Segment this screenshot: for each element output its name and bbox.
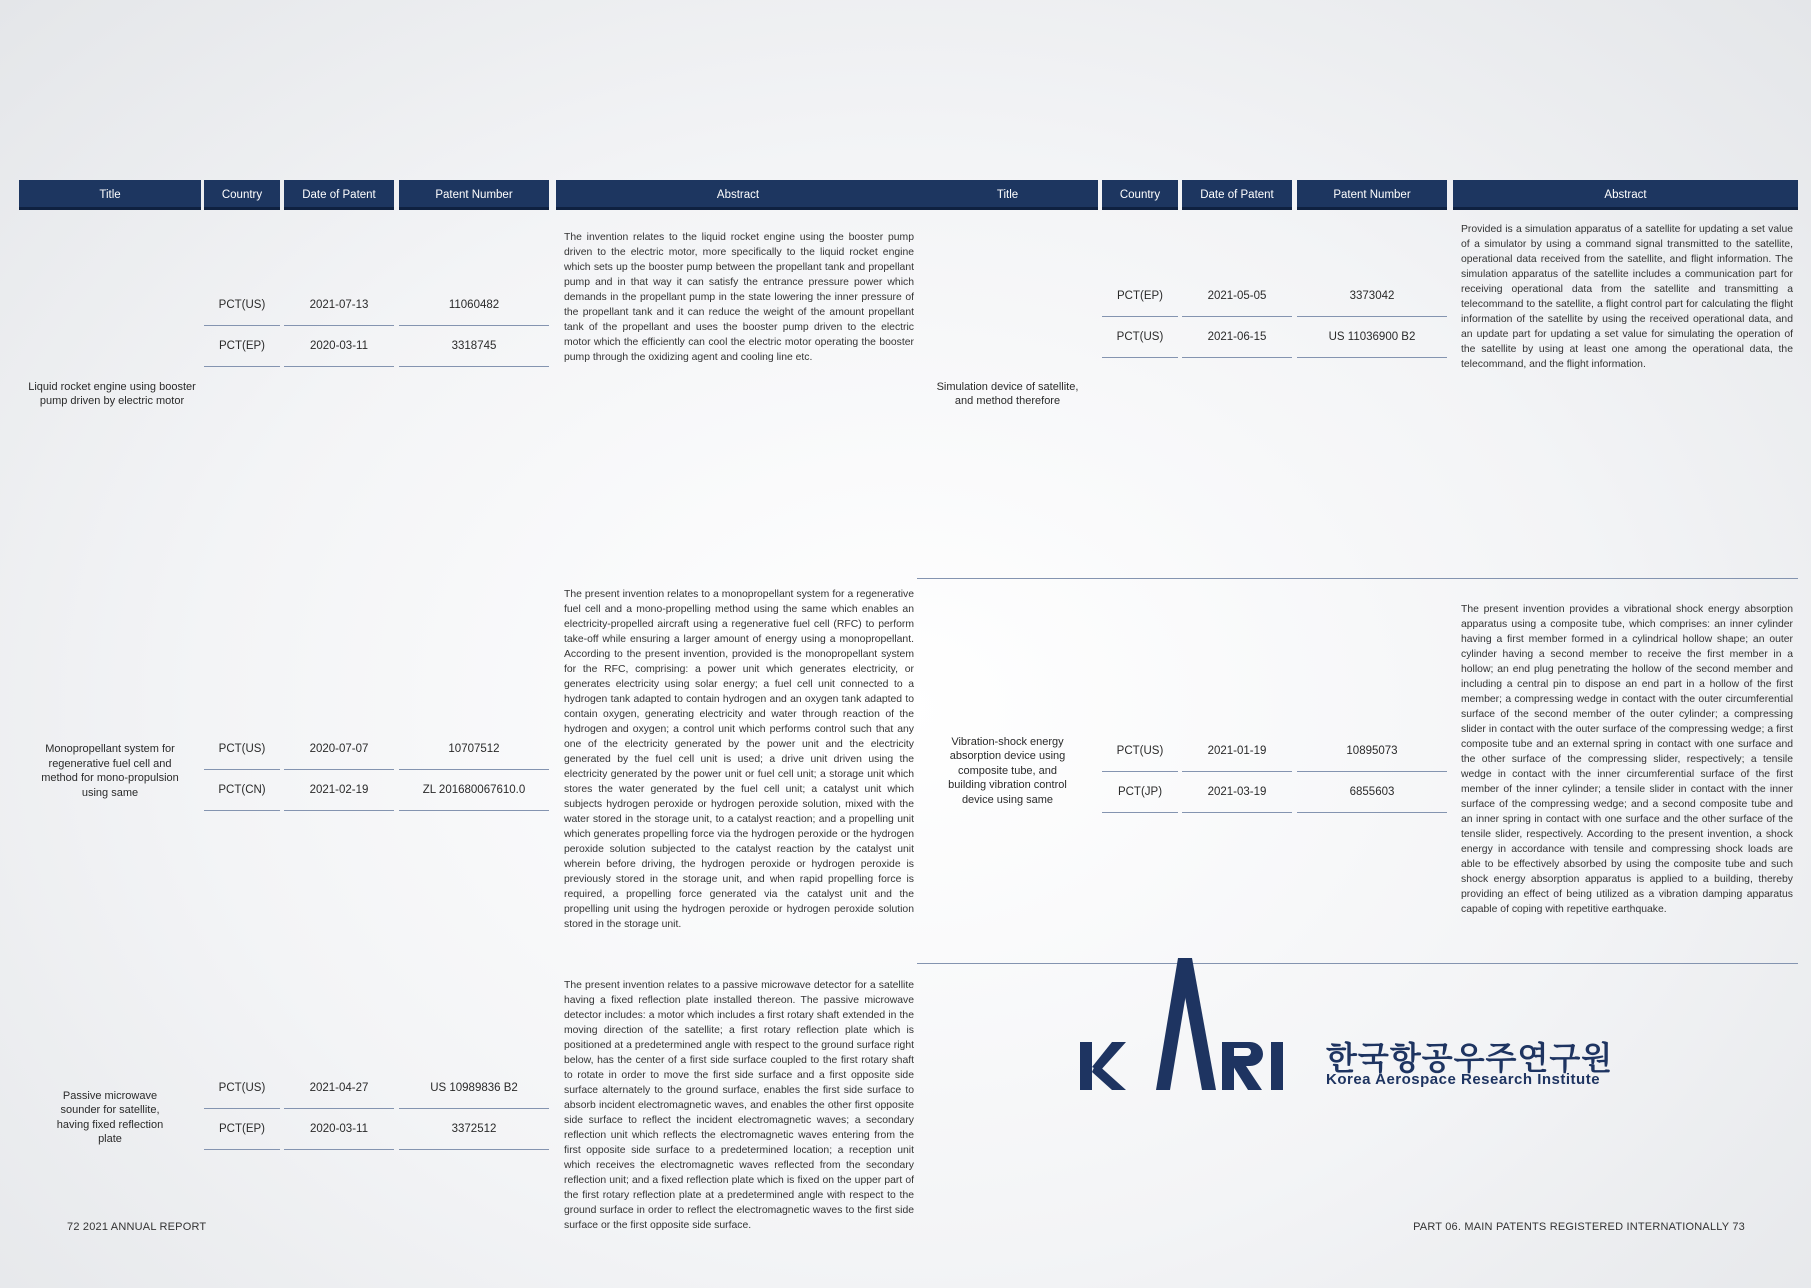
english-name: Korea Aerospace Research Institute	[1326, 1071, 1601, 1088]
country-cell: PCT(CN)	[204, 770, 280, 811]
patent-abstract: Provided is a simulation apparatus of a satellite for updating a set value of a simulator by using a command signal transmitted to the satellite, operational data received from the satellite, and flight information. The simulation apparatus of the satellite includes a communication part for receiving operational data from the satellite and transmitting a telecommand to the satellite, a flight control part for calculating the flight information of the satellite by using the received operational data, and an update part for updating a set value for simulating the operation of the satellite by using at least one among the operational data, the telecommand, and the flight information.	[1461, 224, 1793, 370]
patent-title: Simulation device of satellite, and method therefore	[936, 380, 1079, 407]
date-cell: 2020-03-11	[284, 1109, 394, 1150]
number-cell: 11060482	[399, 285, 549, 326]
number-cell: 6855603	[1297, 772, 1447, 813]
right-patent-table	[917, 180, 1798, 964]
number-cell: US 10989836 B2	[399, 1068, 549, 1109]
number-cell: 3372512	[399, 1109, 549, 1150]
country-cell: PCT(US)	[204, 1068, 280, 1109]
right-table-header	[917, 180, 1798, 210]
patent-abstract: The present invention provides a vibrational shock energy absorption apparatus using a composite tube, which comprises: an inner cylinder having a first member formed in a cylindrical hollow shape; an outer cylinder having a second member to receive the first member in a hollow; an end plug penetrating the hollow of the second member and including a central pin to dispose an end part in a hollow of the first member; a compressing wedge in contact with the outer circumferential surface of the second member of the outer cylinder; a compressing slider in contact with the outer surface of the compressing wedge; a first composite tube and an external spring in contact with one surface and the other surface of the compressing slider, respectively; a tensile wedge in contact with the inner circumferential surface of the first member of the inner cylinder; a tensile slider in contact with the inner surface of the compressing wedge; and a second composite tube and an inner spring in contact with one surface and the other surface of the tensile slider, respectively. According to the present invention, a shock energy in accordance with tensile and compressing shock loads are able to be effectively absorbed by using the composite tube and such shock energy absorption apparatus is applied to a building, thereby providing an effect of being utilized as a vibration damping apparatus capable of coping with repetitive earthquake.	[1461, 604, 1793, 915]
number-cell: US 11036900 B2	[1297, 317, 1447, 358]
table-row	[917, 210, 1798, 579]
header-country: Country	[204, 180, 280, 210]
date-cell: 2021-03-19	[1182, 772, 1292, 813]
date-cell: 2020-03-11	[284, 326, 394, 367]
patent-title: Monopropellant system for regenerative fuel cell and method for mono-propulsion using same	[41, 743, 179, 799]
footer-left: 72 2021 ANNUAL REPORT	[67, 1221, 207, 1233]
patent-abstract: The present invention relates to a passive microwave detector for a satellite having a fixed reflection plate installed thereon. The passive microwave detector includes: a motor which includes a first rotary shaft extended in the moving direction of the satellite; a first rotary reflection plate which is positioned at a predetermined angle with respect to the ground surface right below, has the center of a first side surface coupled to the first rotary shaft to rotate in order to move the first side surface and a first opposite side surface alternately to the ground surface, enables the first side surface to absorb incident electromagnetic waves, and enables the other first opposite side surface to reflect the incident electromagnetic waves; a secondary reflection unit which reflects the electromagnetic waves entering from the first opposite side surface to a predetermined location; a reception unit which receives the electromagnetic waves reflected from the secondary reflection unit; and a fixed reflection plate which is fixed on the upper part of the first rotary reflection plate at a predetermined angle with respect to the ground surface in order to reflect the electromagnetic waves to the first side surface or the first opposite side surface.	[564, 980, 914, 1231]
header-title: Title	[19, 180, 201, 210]
header-date: Date of Patent	[284, 180, 394, 210]
number-cell: ZL 201680067610.0	[399, 770, 549, 811]
header-abstract: Abstract	[1453, 180, 1798, 210]
kari-wordmark-icon	[1078, 955, 1318, 1095]
number-cell: 3373042	[1297, 276, 1447, 317]
date-cell: 2020-07-07	[284, 729, 394, 770]
kari-logo	[1078, 955, 1638, 1095]
date-cell: 2021-04-27	[284, 1068, 394, 1109]
country-cell: PCT(US)	[204, 729, 280, 770]
country-cell: PCT(US)	[1102, 731, 1178, 772]
country-cell: PCT(JP)	[1102, 772, 1178, 813]
date-cell: 2021-06-15	[1182, 317, 1292, 358]
header-patent-number: Patent Number	[399, 180, 549, 210]
number-cell: 10895073	[1297, 731, 1447, 772]
date-cell: 2021-01-19	[1182, 731, 1292, 772]
number-cell: 10707512	[399, 729, 549, 770]
patent-title: Liquid rocket engine using booster pump driven by electric motor	[28, 380, 196, 407]
date-cell: 2021-07-13	[284, 285, 394, 326]
header-country: Country	[1102, 180, 1178, 210]
country-cell: PCT(EP)	[204, 326, 280, 367]
number-cell: 3318745	[399, 326, 549, 367]
header-date: Date of Patent	[1182, 180, 1292, 210]
date-cell: 2021-05-05	[1182, 276, 1292, 317]
patent-title: Passive microwave sounder for satellite, having fixed reflection plate	[56, 1089, 164, 1145]
patent-title: Vibration-shock energy absorption device using composite tube, and building vibration control device using same	[948, 735, 1067, 806]
patent-abstract: The invention relates to the liquid rocket engine using the booster pump driven to the electric motor, more specifically to the liquid rocket engine which sets up the booster pump between the propellant tank and propellant pump and in that way it can satisfy the entrance pressure power which demands in the propellant pump in the state lowering the inner pressure of the propellant tank and it can reduce the weight of the amount propellant tank of the propellant and uses the booster pump driven to the electric motor which the efficiently can cool the electric motor operating the booster pump through the oxidizing agent and cooling line etc.	[564, 232, 914, 363]
date-cell: 2021-02-19	[284, 770, 394, 811]
header-abstract: Abstract	[556, 180, 920, 210]
country-cell: PCT(US)	[204, 285, 280, 326]
country-cell: PCT(EP)	[1102, 276, 1178, 317]
korean-name: 한국항공우주연구원	[1326, 1040, 1614, 1076]
header-patent-number: Patent Number	[1297, 180, 1447, 210]
header-title: Title	[917, 180, 1098, 210]
footer-right: PART 06. MAIN PATENTS REGISTERED INTERNATIONALLY 73	[1413, 1221, 1745, 1233]
country-cell: PCT(US)	[1102, 317, 1178, 358]
table-row	[917, 579, 1798, 964]
patent-abstract: The present invention relates to a monopropellant system for a regenerative fuel cell and a mono-propelling method using the same which enables an electricity-propelled aircraft using a regenerative fuel cell (RFC) to perform take-off while ensuring a larger amount of energy using a monopropellant. According to the present invention, provided is the monopropellant system for the RFC, comprising: a power unit which generates electricity, or generates electricity using solar energy; a fuel cell unit connected to a hydrogen tank adapted to contain hydrogen and an oxygen tank adapted to contain oxygen, generating electricity and water through reaction of the hydrogen and oxygen; a control unit which performs control such that any one of the electricity generated by the power unit and the electricity generated by the fuel cell unit is used; a drive unit driven using the electricity generated by the power unit or fuel cell unit; a storage unit which stores the water generated by the fuel cell unit; a catalyst unit which subjects hydrogen peroxide or hydrogen peroxide solution, mixed with the water stored in the storage unit, to a catalyst reaction; and a propelling unit which generates propelling force via the hydrogen peroxide or the hydrogen peroxide solution subjected to the catalyst reaction by the catalyst unit wherein before driving, the hydrogen peroxide or hydrogen peroxide is previously stored in the storage unit, and when rapid propelling force is required, a propelling force generated via the catalyst unit and the propelling unit using the hydrogen peroxide or hydrogen peroxide solution stored in the storage unit.	[564, 589, 914, 930]
country-cell: PCT(EP)	[204, 1109, 280, 1150]
